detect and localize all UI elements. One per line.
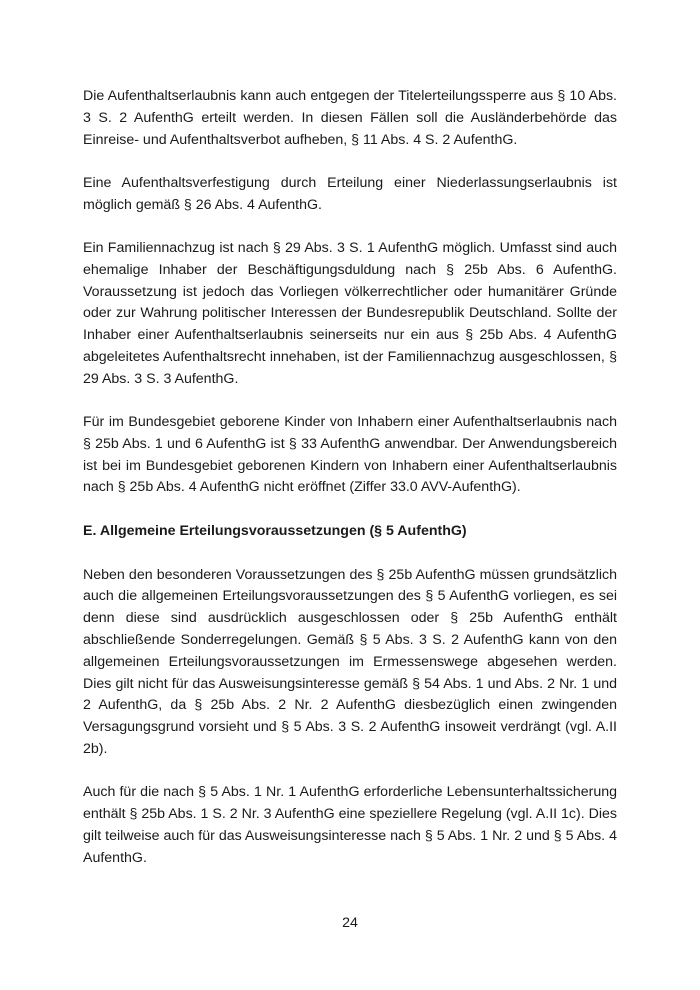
paragraph-spacer	[83, 499, 617, 521]
paragraph-general-requirements: Neben den besonderen Voraussetzungen des § 25b AufenthG müssen grundsätzlich auch die allgemeinen Erteilungsvoraussetzungen des § 5 AufenthG vorliegen, es sei denn diese sind ausdrücklich ausgeschlossen oder § 25b AufenthG enthält abschließende Sonderregelungen. Gemäß § 5 Abs. 3 S. 2 AufenthG kann von den allgemeinen Erteilungsvoraussetzungen im Ermessenswege abgesehen werden. Dies gilt nicht für das Ausweisungsinteresse gemäß § 54 Abs. 1 und Abs. 2 Nr. 1 und 2 AufenthG, da § 25b Abs. 2 Nr. 2 AufenthG diesbezüglich einen zwingenden Versagungsgrund vorsieht und § 5 Abs. 3 S. 2 AufenthG insoweit verdrängt (vgl. A.II 2b).	[83, 566, 617, 757]
paragraph-family-reunification: Ein Familiennachzug ist nach § 29 Abs. 3 S. 1 AufenthG möglich. Umfasst sind auch ehemalige Inhaber der Beschäftigungsduldung nach § 25b Abs. 6 AufenthG. Voraussetzung ist jedoch das Vorliegen völkerrechtlicher oder humanitärer Gründe oder zur Wahrung politischer Interessen der Bundesrepublik Deutschland. Sollte der Inhaber einer Aufenthaltserlaubnis seinerseits nur ein aus § 25b Abs. 4 AufenthG abgeleitetes Aufenthaltsrecht innehaben, ist der Familiennachzug ausgeschlossen, § 29 Abs. 3 S. 3 AufenthG.	[83, 239, 617, 387]
paragraph-spacer	[83, 216, 617, 238]
paragraph-spacer	[83, 391, 617, 413]
section-heading: E. Allgemeine Erteilungsvoraussetzungen (§ 5 AufenthG)	[83, 522, 467, 539]
document-body	[83, 86, 617, 869]
paragraph-spacer	[83, 761, 617, 783]
paragraph-spacer	[83, 151, 617, 173]
paragraph-settlement-permit: Eine Aufenthaltsverfestigung durch Erteilung einer Niederlassungserlaubnis ist möglich gemäß § 26 Abs. 4 AufenthG.	[83, 174, 617, 213]
paragraph-children-born: Für im Bundesgebiet geborene Kinder von Inhabern einer Aufenthaltserlaubnis nach § 25b Abs. 1 und 6 AufenthG ist § 33 AufenthG anwendbar. Der Anwendungsbereich ist bei im Bundesgebiet geborenen Kindern von Inhabern einer Aufenthaltserlaubnis nach § 25b Abs. 4 AufenthG nicht eröffnet (Ziffer 33.0 AVV-AufenthG).	[83, 414, 617, 496]
paragraph-title-barrier: Die Aufenthaltserlaubnis kann auch entgegen der Titelerteilungssperre aus § 10 Abs. 3 S. 2 AufenthG erteilt werden. In diesen Fällen soll die Ausländerbehörde das Einreise- und Aufenthaltsverbot aufheben, § 11 Abs. 4 S. 2 AufenthG.	[83, 88, 617, 148]
paragraph-spacer	[83, 543, 617, 565]
paragraph-livelihood-security: Auch für die nach § 5 Abs. 1 Nr. 1 AufenthG erforderliche Lebensunterhaltssicherung enthält § 25b Abs. 1 S. 2 Nr. 3 AufenthG eine speziellere Regelung (vgl. A.II 1c). Dies gilt teilweise auch für das Ausweisungsinteresse nach § 5 Abs. 1 Nr. 2 und § 5 Abs. 4 AufenthG.	[83, 784, 617, 866]
page-number: 24	[342, 915, 358, 931]
